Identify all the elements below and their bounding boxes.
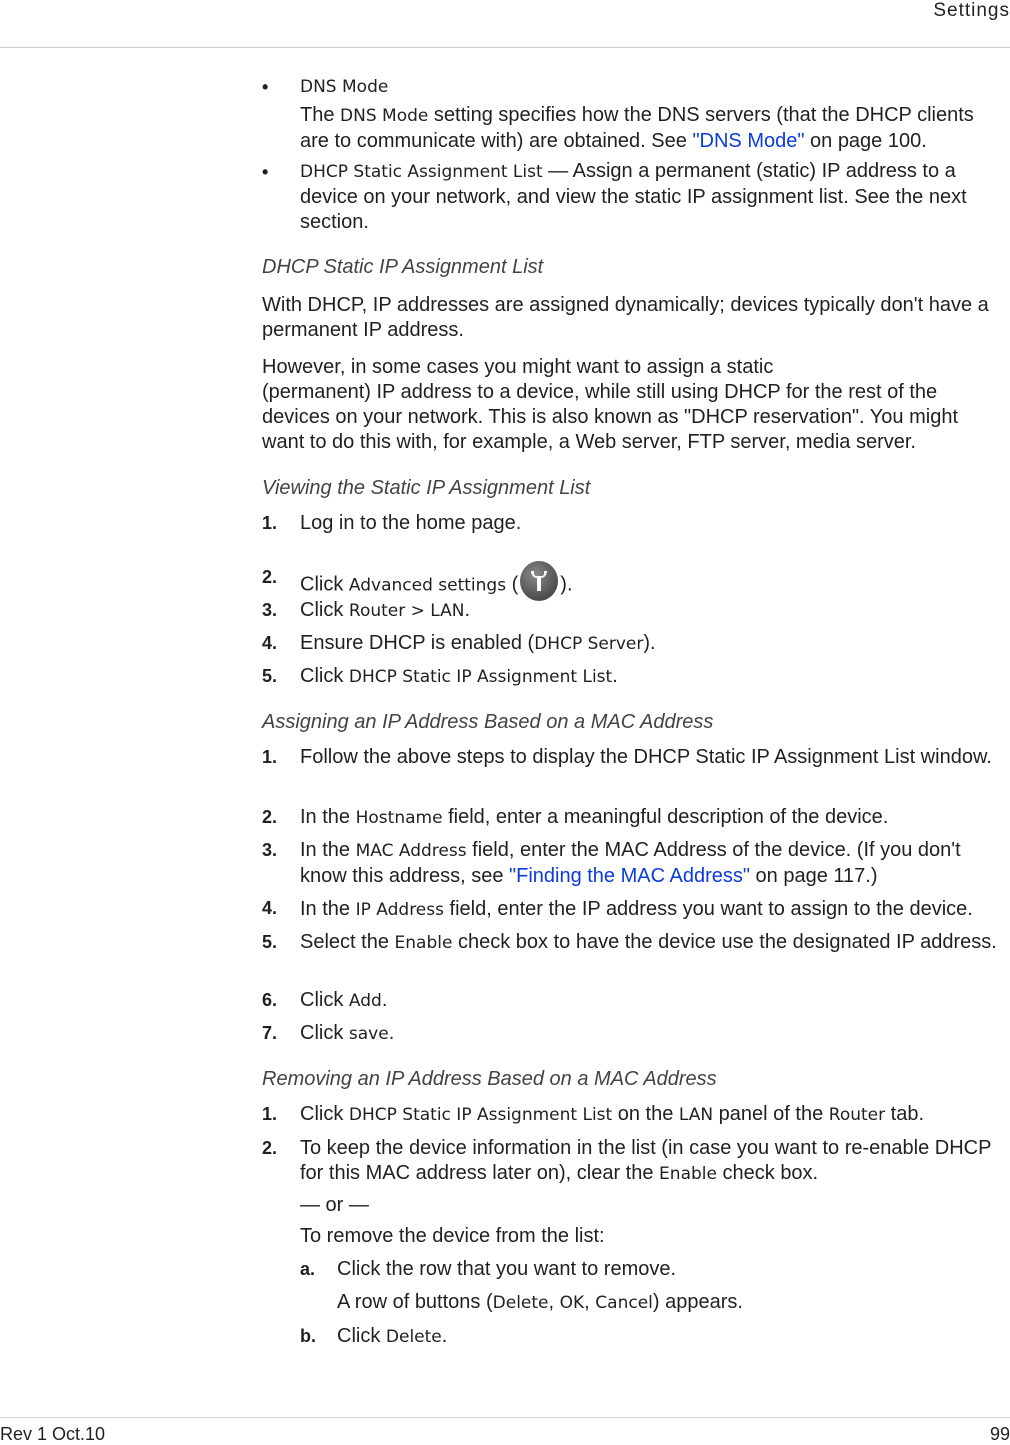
ui-term: Add xyxy=(348,991,382,1011)
step-text: Follow the above steps to display the DHCP Static IP Assignment List window. xyxy=(300,746,992,768)
ui-term: Enable xyxy=(659,1164,717,1184)
substep-letter: a. xyxy=(300,1259,316,1279)
ui-term: IP Address xyxy=(355,900,444,920)
bullet-marker: • xyxy=(262,162,269,182)
ui-term: Delete xyxy=(492,1293,549,1313)
step-number: 2. xyxy=(262,807,278,827)
ui-term: DHCP Static Assignment List xyxy=(300,162,543,182)
section-heading-assigning: Assigning an IP Address Based on a MAC Address xyxy=(262,711,714,733)
ui-term: LAN xyxy=(678,1105,714,1125)
ui-term: Enable xyxy=(394,933,453,953)
step-number: 1. xyxy=(262,1104,278,1124)
step-text: To keep the device information in the list (in case you want to re-enable DHCP for this MAC address later on), clear the Enable check box. xyxy=(300,1137,992,1184)
section-heading-removing: Removing an IP Address Based on a MAC Address xyxy=(262,1068,717,1090)
header-divider xyxy=(0,47,1010,48)
ui-term: Cancel xyxy=(595,1293,653,1313)
step-number: 6. xyxy=(262,990,278,1010)
bullet-marker: • xyxy=(262,77,269,97)
step-text: In the IP Address field, enter the IP address you want to assign to the device. xyxy=(300,898,973,920)
step-text: In the MAC Address field, enter the MAC Address of the device. (If you don't know this address, see "Finding the MAC Address" on page 117.) xyxy=(300,839,961,887)
ui-term: Hostname xyxy=(355,808,443,828)
ui-term: Delete xyxy=(385,1327,442,1347)
step-text: Select the Enable check box to have the device use the designated IP address. xyxy=(300,931,997,953)
bullet-dhcp-static-desc: DHCP Static Assignment List — Assign a permanent (static) IP address to a device on your network, and view the static IP assignment list. See the next section. xyxy=(300,160,967,233)
step-text: Ensure DHCP is enabled (DHCP Server). xyxy=(300,632,656,654)
step-text: Click DHCP Static IP Assignment List. xyxy=(300,665,618,687)
ui-term: Router > LAN xyxy=(348,601,465,621)
ui-term: DHCP Server xyxy=(534,634,644,654)
step-number: 5. xyxy=(262,932,278,952)
step-number: 1. xyxy=(262,513,278,533)
step-number: 2. xyxy=(262,567,278,587)
ui-term: DHCP Static IP Assignment List xyxy=(348,1105,613,1125)
step-number: 3. xyxy=(262,600,278,620)
ui-term: save xyxy=(348,1024,389,1044)
step-text: Click Add. xyxy=(300,989,388,1011)
bullet-dns-mode-desc: The DNS Mode setting specifies how the DNS servers (that the DHCP clients are to communicate with) are obtained. See "DNS Mode" on page 100. xyxy=(300,104,974,152)
step-number: 5. xyxy=(262,666,278,686)
substep-text: Click the row that you want to remove. xyxy=(337,1258,677,1280)
link-finding-mac[interactable]: "Finding the MAC Address" xyxy=(509,865,750,887)
ui-term: DHCP Static IP Assignment List xyxy=(348,667,613,687)
step-number: 4. xyxy=(262,633,278,653)
wrench-icon xyxy=(520,561,558,601)
footer-divider xyxy=(0,1417,1010,1418)
ui-term: OK xyxy=(559,1293,585,1313)
ui-term: Advanced settings xyxy=(348,575,507,596)
step-number: 7. xyxy=(262,1023,278,1043)
substep-note: A row of buttons (Delete, OK, Cancel) appears. xyxy=(337,1291,743,1313)
paragraph: However, in some cases you might want to assign a static (permanent) IP address to a device, while still using DHCP for the rest of the devices on your network. This is also known as "DHCP reservation". You might want to do this with, for example, a Web server, FTP server, media server. xyxy=(262,356,959,453)
step-number: 4. xyxy=(262,898,278,918)
link-dns-mode[interactable]: "DNS Mode" xyxy=(692,130,805,152)
substep-text: Click Delete. xyxy=(337,1325,448,1347)
section-heading-viewing: Viewing the Static IP Assignment List xyxy=(262,477,591,499)
substep-letter: b. xyxy=(300,1326,316,1346)
step-text: Log in to the home page. xyxy=(300,512,522,534)
section-heading-dhcp-static: DHCP Static IP Assignment List xyxy=(262,256,544,278)
step-text: To remove the device from the list: xyxy=(300,1225,605,1247)
step-number: 3. xyxy=(262,840,278,860)
step-number: 2. xyxy=(262,1138,278,1158)
or-separator: — or — xyxy=(300,1194,369,1216)
ui-term: DNS Mode xyxy=(340,106,429,126)
page-number: 99 xyxy=(989,1424,1010,1444)
step-text: Click DHCP Static IP Assignment List on the LAN panel of the Router tab. xyxy=(300,1103,925,1125)
step-text: Click Router > LAN. xyxy=(300,599,471,621)
running-header-title: Settings xyxy=(933,0,1010,21)
ui-term: MAC Address xyxy=(355,841,467,861)
step-text: In the Hostname field, enter a meaningful description of the device. xyxy=(300,806,889,828)
step-text: Click Advanced settings ( ). xyxy=(300,565,1005,605)
footer-revision: Rev 1 Oct.10 xyxy=(0,1424,106,1444)
step-number: 1. xyxy=(262,747,278,767)
bullet-dns-mode-label: DNS Mode xyxy=(300,77,389,97)
paragraph: With DHCP, IP addresses are assigned dynamically; devices typically don't have a permanent IP address. xyxy=(262,294,989,341)
step-text: Click save. xyxy=(300,1022,395,1044)
ui-term: Router xyxy=(828,1105,886,1125)
